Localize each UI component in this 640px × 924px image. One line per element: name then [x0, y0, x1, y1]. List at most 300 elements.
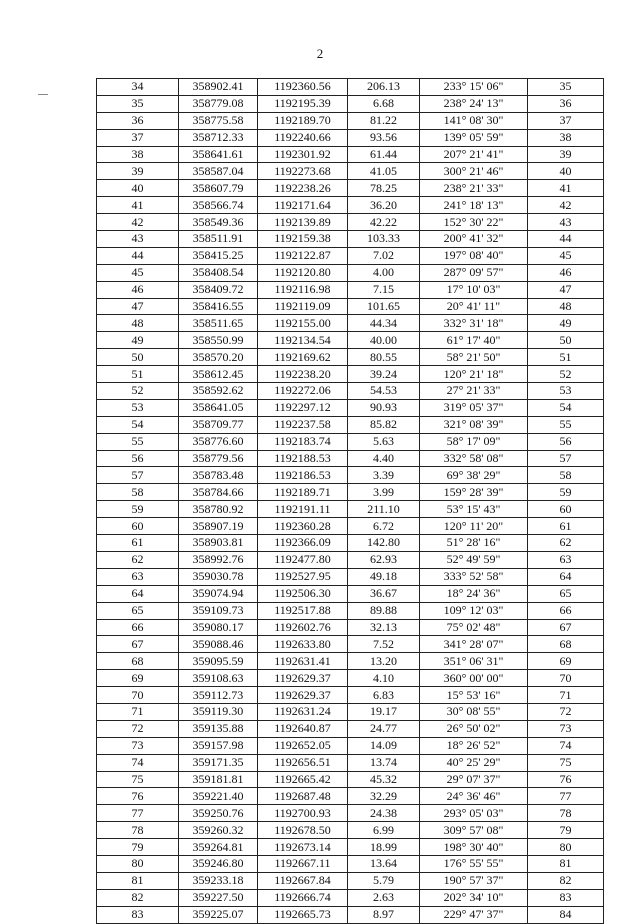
- y-coordinate-cell: 1192183.74: [258, 433, 348, 450]
- y-coordinate-cell: 1192666.74: [258, 889, 348, 906]
- distance-cell: 14.09: [348, 737, 420, 754]
- y-coordinate-cell: 1192238.20: [258, 366, 348, 383]
- distance-cell: 90.93: [348, 399, 420, 416]
- point-number-cell: 80: [97, 855, 179, 872]
- table-row: [97, 247, 604, 264]
- next-point-cell: 76: [528, 771, 604, 788]
- point-number-cell: 54: [97, 416, 179, 433]
- y-coordinate-cell: 1192477.80: [258, 551, 348, 568]
- table-row: [97, 484, 604, 501]
- point-number-cell: 36: [97, 112, 179, 129]
- distance-cell: 85.82: [348, 416, 420, 433]
- point-number-cell: 69: [97, 670, 179, 687]
- x-coordinate-cell: 358587.04: [179, 163, 258, 180]
- y-coordinate-cell: 1192139.89: [258, 214, 348, 231]
- table-row: [97, 653, 604, 670]
- distance-cell: 40.00: [348, 332, 420, 349]
- x-coordinate-cell: 358566.74: [179, 197, 258, 214]
- distance-cell: 3.39: [348, 467, 420, 484]
- next-point-cell: 75: [528, 754, 604, 771]
- next-point-cell: 50: [528, 332, 604, 349]
- y-coordinate-cell: 1192122.87: [258, 247, 348, 264]
- next-point-cell: 41: [528, 180, 604, 197]
- point-number-cell: 60: [97, 518, 179, 535]
- y-coordinate-cell: 1192189.71: [258, 484, 348, 501]
- bearing-cell: 109° 12' 03": [420, 602, 528, 619]
- y-coordinate-cell: 1192678.50: [258, 822, 348, 839]
- distance-cell: 4.40: [348, 450, 420, 467]
- distance-cell: 6.83: [348, 687, 420, 704]
- bearing-cell: 51° 28' 16": [420, 535, 528, 552]
- next-point-cell: 44: [528, 231, 604, 248]
- table-row: [97, 264, 604, 281]
- x-coordinate-cell: 359264.81: [179, 839, 258, 856]
- bearing-cell: 24° 36' 46": [420, 788, 528, 805]
- x-coordinate-cell: 358511.91: [179, 231, 258, 248]
- x-coordinate-cell: 358570.20: [179, 349, 258, 366]
- y-coordinate-cell: 1192360.28: [258, 518, 348, 535]
- table-row: [97, 889, 604, 906]
- table-row: [97, 551, 604, 568]
- point-number-cell: 47: [97, 298, 179, 315]
- y-coordinate-cell: 1192237.58: [258, 416, 348, 433]
- distance-cell: 32.29: [348, 788, 420, 805]
- distance-cell: 80.55: [348, 349, 420, 366]
- point-number-cell: 34: [97, 79, 179, 96]
- table-row: [97, 433, 604, 450]
- table-row: [97, 501, 604, 518]
- bearing-cell: 332° 31' 18": [420, 315, 528, 332]
- point-number-cell: 55: [97, 433, 179, 450]
- bearing-cell: 52° 49' 59": [420, 551, 528, 568]
- bearing-cell: 341° 28' 07": [420, 636, 528, 653]
- point-number-cell: 61: [97, 535, 179, 552]
- bearing-cell: 238° 24' 13": [420, 95, 528, 112]
- next-point-cell: 58: [528, 467, 604, 484]
- point-number-cell: 72: [97, 720, 179, 737]
- coordinates-table: [96, 78, 604, 924]
- bearing-cell: 17° 10' 03": [420, 281, 528, 298]
- distance-cell: 13.74: [348, 754, 420, 771]
- table-row: [97, 670, 604, 687]
- distance-cell: 6.99: [348, 822, 420, 839]
- x-coordinate-cell: 358992.76: [179, 551, 258, 568]
- distance-cell: 42.22: [348, 214, 420, 231]
- next-point-cell: 80: [528, 839, 604, 856]
- point-number-cell: 77: [97, 805, 179, 822]
- distance-cell: 61.44: [348, 146, 420, 163]
- x-coordinate-cell: 359088.46: [179, 636, 258, 653]
- next-point-cell: 74: [528, 737, 604, 754]
- y-coordinate-cell: 1192171.64: [258, 197, 348, 214]
- table-row: [97, 518, 604, 535]
- distance-cell: 2.63: [348, 889, 420, 906]
- bearing-cell: 29° 07' 37": [420, 771, 528, 788]
- table-row: [97, 703, 604, 720]
- table-row: [97, 450, 604, 467]
- x-coordinate-cell: 359171.35: [179, 754, 258, 771]
- bearing-cell: 61° 17' 40": [420, 332, 528, 349]
- y-coordinate-cell: 1192633.80: [258, 636, 348, 653]
- bearing-cell: 309° 57' 08": [420, 822, 528, 839]
- point-number-cell: 64: [97, 585, 179, 602]
- next-point-cell: 47: [528, 281, 604, 298]
- point-number-cell: 43: [97, 231, 179, 248]
- next-point-cell: 54: [528, 399, 604, 416]
- next-point-cell: 62: [528, 535, 604, 552]
- point-number-cell: 51: [97, 366, 179, 383]
- next-point-cell: 36: [528, 95, 604, 112]
- distance-cell: 7.15: [348, 281, 420, 298]
- x-coordinate-cell: 358416.55: [179, 298, 258, 315]
- table-row: [97, 416, 604, 433]
- table-row: [97, 839, 604, 856]
- y-coordinate-cell: 1192360.56: [258, 79, 348, 96]
- x-coordinate-cell: 358641.05: [179, 399, 258, 416]
- table-row: [97, 737, 604, 754]
- table-row: [97, 129, 604, 146]
- next-point-cell: 69: [528, 653, 604, 670]
- distance-cell: 5.63: [348, 433, 420, 450]
- next-point-cell: 66: [528, 602, 604, 619]
- y-coordinate-cell: 1192188.53: [258, 450, 348, 467]
- next-point-cell: 56: [528, 433, 604, 450]
- point-number-cell: 76: [97, 788, 179, 805]
- table-row: [97, 568, 604, 585]
- x-coordinate-cell: 359181.81: [179, 771, 258, 788]
- x-coordinate-cell: 358549.36: [179, 214, 258, 231]
- next-point-cell: 35: [528, 79, 604, 96]
- distance-cell: 13.20: [348, 653, 420, 670]
- x-coordinate-cell: 358902.41: [179, 79, 258, 96]
- point-number-cell: 79: [97, 839, 179, 856]
- point-number-cell: 65: [97, 602, 179, 619]
- y-coordinate-cell: 1192631.41: [258, 653, 348, 670]
- bearing-cell: 53° 15' 43": [420, 501, 528, 518]
- x-coordinate-cell: 358776.60: [179, 433, 258, 450]
- bearing-cell: 287° 09' 57": [420, 264, 528, 281]
- point-number-cell: 40: [97, 180, 179, 197]
- y-coordinate-cell: 1192673.14: [258, 839, 348, 856]
- y-coordinate-cell: 1192189.70: [258, 112, 348, 129]
- distance-cell: 19.17: [348, 703, 420, 720]
- distance-cell: 206.13: [348, 79, 420, 96]
- y-coordinate-cell: 1192134.54: [258, 332, 348, 349]
- x-coordinate-cell: 358775.58: [179, 112, 258, 129]
- x-coordinate-cell: 358784.66: [179, 484, 258, 501]
- distance-cell: 4.10: [348, 670, 420, 687]
- x-coordinate-cell: 358907.19: [179, 518, 258, 535]
- table-row: [97, 366, 604, 383]
- x-coordinate-cell: 359135.88: [179, 720, 258, 737]
- next-point-cell: 78: [528, 805, 604, 822]
- bearing-cell: 26° 50' 02": [420, 720, 528, 737]
- next-point-cell: 55: [528, 416, 604, 433]
- x-coordinate-cell: 359108.63: [179, 670, 258, 687]
- bearing-cell: 202° 34' 10": [420, 889, 528, 906]
- distance-cell: 5.79: [348, 872, 420, 889]
- distance-cell: 13.64: [348, 855, 420, 872]
- point-number-cell: 81: [97, 872, 179, 889]
- bearing-cell: 229° 47' 37": [420, 906, 528, 923]
- point-number-cell: 44: [97, 247, 179, 264]
- y-coordinate-cell: 1192119.09: [258, 298, 348, 315]
- x-coordinate-cell: 358415.25: [179, 247, 258, 264]
- next-point-cell: 38: [528, 129, 604, 146]
- next-point-cell: 68: [528, 636, 604, 653]
- bearing-cell: 321° 08' 39": [420, 416, 528, 433]
- y-coordinate-cell: 1192195.39: [258, 95, 348, 112]
- table-row: [97, 754, 604, 771]
- next-point-cell: 63: [528, 551, 604, 568]
- distance-cell: 54.53: [348, 383, 420, 400]
- table-row: [97, 349, 604, 366]
- next-point-cell: 53: [528, 383, 604, 400]
- distance-cell: 18.99: [348, 839, 420, 856]
- y-coordinate-cell: 1192186.53: [258, 467, 348, 484]
- y-coordinate-cell: 1192169.62: [258, 349, 348, 366]
- y-coordinate-cell: 1192191.11: [258, 501, 348, 518]
- y-coordinate-cell: 1192366.09: [258, 535, 348, 552]
- table-row: [97, 602, 604, 619]
- distance-cell: 36.20: [348, 197, 420, 214]
- point-number-cell: 66: [97, 619, 179, 636]
- bearing-cell: 15° 53' 16": [420, 687, 528, 704]
- next-point-cell: 82: [528, 872, 604, 889]
- bearing-cell: 190° 57' 37": [420, 872, 528, 889]
- y-coordinate-cell: 1192297.12: [258, 399, 348, 416]
- bearing-cell: 319° 05' 37": [420, 399, 528, 416]
- table-row: [97, 383, 604, 400]
- table-row: [97, 180, 604, 197]
- point-number-cell: 71: [97, 703, 179, 720]
- point-number-cell: 68: [97, 653, 179, 670]
- table-row: [97, 619, 604, 636]
- distance-cell: 142.80: [348, 535, 420, 552]
- distance-cell: 78.25: [348, 180, 420, 197]
- table-row: [97, 146, 604, 163]
- x-coordinate-cell: 358783.48: [179, 467, 258, 484]
- y-coordinate-cell: 1192687.48: [258, 788, 348, 805]
- distance-cell: 89.88: [348, 602, 420, 619]
- point-number-cell: 75: [97, 771, 179, 788]
- bearing-cell: 207° 21' 41": [420, 146, 528, 163]
- distance-cell: 103.33: [348, 231, 420, 248]
- x-coordinate-cell: 359225.07: [179, 906, 258, 923]
- x-coordinate-cell: 358780.92: [179, 501, 258, 518]
- x-coordinate-cell: 358592.62: [179, 383, 258, 400]
- x-coordinate-cell: 358779.08: [179, 95, 258, 112]
- x-coordinate-cell: 359030.78: [179, 568, 258, 585]
- bearing-cell: 75° 02' 48": [420, 619, 528, 636]
- point-number-cell: 48: [97, 315, 179, 332]
- distance-cell: 81.22: [348, 112, 420, 129]
- distance-cell: 49.18: [348, 568, 420, 585]
- table-row: [97, 535, 604, 552]
- bearing-cell: 233° 15' 06": [420, 79, 528, 96]
- table-row: [97, 872, 604, 889]
- next-point-cell: 71: [528, 687, 604, 704]
- next-point-cell: 48: [528, 298, 604, 315]
- bearing-cell: 58° 21' 50": [420, 349, 528, 366]
- bearing-cell: 30° 08' 55": [420, 703, 528, 720]
- bearing-cell: 18° 24' 36": [420, 585, 528, 602]
- bearing-cell: 159° 28' 39": [420, 484, 528, 501]
- next-point-cell: 52: [528, 366, 604, 383]
- y-coordinate-cell: 1192301.92: [258, 146, 348, 163]
- distance-cell: 39.24: [348, 366, 420, 383]
- x-coordinate-cell: 359074.94: [179, 585, 258, 602]
- next-point-cell: 43: [528, 214, 604, 231]
- x-coordinate-cell: 358641.61: [179, 146, 258, 163]
- table-row: [97, 906, 604, 923]
- y-coordinate-cell: 1192272.06: [258, 383, 348, 400]
- point-number-cell: 57: [97, 467, 179, 484]
- next-point-cell: 61: [528, 518, 604, 535]
- point-number-cell: 50: [97, 349, 179, 366]
- distance-cell: 44.34: [348, 315, 420, 332]
- x-coordinate-cell: 358779.56: [179, 450, 258, 467]
- table-row: [97, 720, 604, 737]
- bearing-cell: 139° 05' 59": [420, 129, 528, 146]
- next-point-cell: 42: [528, 197, 604, 214]
- next-point-cell: 57: [528, 450, 604, 467]
- next-point-cell: 37: [528, 112, 604, 129]
- next-point-cell: 46: [528, 264, 604, 281]
- table-row: [97, 281, 604, 298]
- bearing-cell: 40° 25' 29": [420, 754, 528, 771]
- x-coordinate-cell: 359250.76: [179, 805, 258, 822]
- table-row: [97, 585, 604, 602]
- bearing-cell: 120° 21' 18": [420, 366, 528, 383]
- y-coordinate-cell: 1192159.38: [258, 231, 348, 248]
- bearing-cell: 141° 08' 30": [420, 112, 528, 129]
- point-number-cell: 42: [97, 214, 179, 231]
- bearing-cell: 58° 17' 09": [420, 433, 528, 450]
- table-row: [97, 467, 604, 484]
- next-point-cell: 79: [528, 822, 604, 839]
- x-coordinate-cell: 358607.79: [179, 180, 258, 197]
- point-number-cell: 49: [97, 332, 179, 349]
- table-row: [97, 315, 604, 332]
- table-row: [97, 822, 604, 839]
- point-number-cell: 83: [97, 906, 179, 923]
- next-point-cell: 67: [528, 619, 604, 636]
- bearing-cell: 360° 00' 00": [420, 670, 528, 687]
- table-row: [97, 399, 604, 416]
- next-point-cell: 84: [528, 906, 604, 923]
- point-number-cell: 45: [97, 264, 179, 281]
- point-number-cell: 74: [97, 754, 179, 771]
- next-point-cell: 39: [528, 146, 604, 163]
- bearing-cell: 18° 26' 52": [420, 737, 528, 754]
- bearing-cell: 152° 30' 22": [420, 214, 528, 231]
- next-point-cell: 65: [528, 585, 604, 602]
- x-coordinate-cell: 358408.54: [179, 264, 258, 281]
- x-coordinate-cell: 358709.77: [179, 416, 258, 433]
- x-coordinate-cell: 359112.73: [179, 687, 258, 704]
- point-number-cell: 59: [97, 501, 179, 518]
- x-coordinate-cell: 359246.80: [179, 855, 258, 872]
- distance-cell: 4.00: [348, 264, 420, 281]
- distance-cell: 45.32: [348, 771, 420, 788]
- next-point-cell: 40: [528, 163, 604, 180]
- point-number-cell: 78: [97, 822, 179, 839]
- y-coordinate-cell: 1192667.84: [258, 872, 348, 889]
- point-number-cell: 37: [97, 129, 179, 146]
- next-point-cell: 64: [528, 568, 604, 585]
- point-number-cell: 41: [97, 197, 179, 214]
- next-point-cell: 72: [528, 703, 604, 720]
- y-coordinate-cell: 1192238.26: [258, 180, 348, 197]
- y-coordinate-cell: 1192665.73: [258, 906, 348, 923]
- y-coordinate-cell: 1192656.51: [258, 754, 348, 771]
- bearing-cell: 198° 30' 40": [420, 839, 528, 856]
- coordinates-table-body: [97, 79, 604, 924]
- bearing-cell: 200° 41' 32": [420, 231, 528, 248]
- table-row: [97, 788, 604, 805]
- distance-cell: 24.38: [348, 805, 420, 822]
- point-number-cell: 67: [97, 636, 179, 653]
- table-row: [97, 636, 604, 653]
- distance-cell: 32.13: [348, 619, 420, 636]
- x-coordinate-cell: 358550.99: [179, 332, 258, 349]
- y-coordinate-cell: 1192700.93: [258, 805, 348, 822]
- distance-cell: 41.05: [348, 163, 420, 180]
- point-number-cell: 82: [97, 889, 179, 906]
- y-coordinate-cell: 1192631.24: [258, 703, 348, 720]
- point-number-cell: 39: [97, 163, 179, 180]
- x-coordinate-cell: 358712.33: [179, 129, 258, 146]
- y-coordinate-cell: 1192517.88: [258, 602, 348, 619]
- table-row: [97, 771, 604, 788]
- table-row: [97, 197, 604, 214]
- y-coordinate-cell: 1192506.30: [258, 585, 348, 602]
- x-coordinate-cell: 359119.30: [179, 703, 258, 720]
- bearing-cell: 20° 41' 11": [420, 298, 528, 315]
- x-coordinate-cell: 359095.59: [179, 653, 258, 670]
- y-coordinate-cell: 1192273.68: [258, 163, 348, 180]
- next-point-cell: 73: [528, 720, 604, 737]
- x-coordinate-cell: 359260.32: [179, 822, 258, 839]
- point-number-cell: 70: [97, 687, 179, 704]
- distance-cell: 6.72: [348, 518, 420, 535]
- table-row: [97, 332, 604, 349]
- next-point-cell: 81: [528, 855, 604, 872]
- distance-cell: 24.77: [348, 720, 420, 737]
- margin-mark: [38, 94, 48, 95]
- y-coordinate-cell: 1192629.37: [258, 687, 348, 704]
- distance-cell: 93.56: [348, 129, 420, 146]
- next-point-cell: 51: [528, 349, 604, 366]
- x-coordinate-cell: 359157.98: [179, 737, 258, 754]
- table-row: [97, 112, 604, 129]
- table-row: [97, 298, 604, 315]
- distance-cell: 3.99: [348, 484, 420, 501]
- point-number-cell: 62: [97, 551, 179, 568]
- x-coordinate-cell: 359221.40: [179, 788, 258, 805]
- point-number-cell: 56: [97, 450, 179, 467]
- distance-cell: 62.93: [348, 551, 420, 568]
- next-point-cell: 70: [528, 670, 604, 687]
- y-coordinate-cell: 1192652.05: [258, 737, 348, 754]
- x-coordinate-cell: 359080.17: [179, 619, 258, 636]
- x-coordinate-cell: 358903.81: [179, 535, 258, 552]
- x-coordinate-cell: 359109.73: [179, 602, 258, 619]
- bearing-cell: 333° 52' 58": [420, 568, 528, 585]
- distance-cell: 7.52: [348, 636, 420, 653]
- point-number-cell: 46: [97, 281, 179, 298]
